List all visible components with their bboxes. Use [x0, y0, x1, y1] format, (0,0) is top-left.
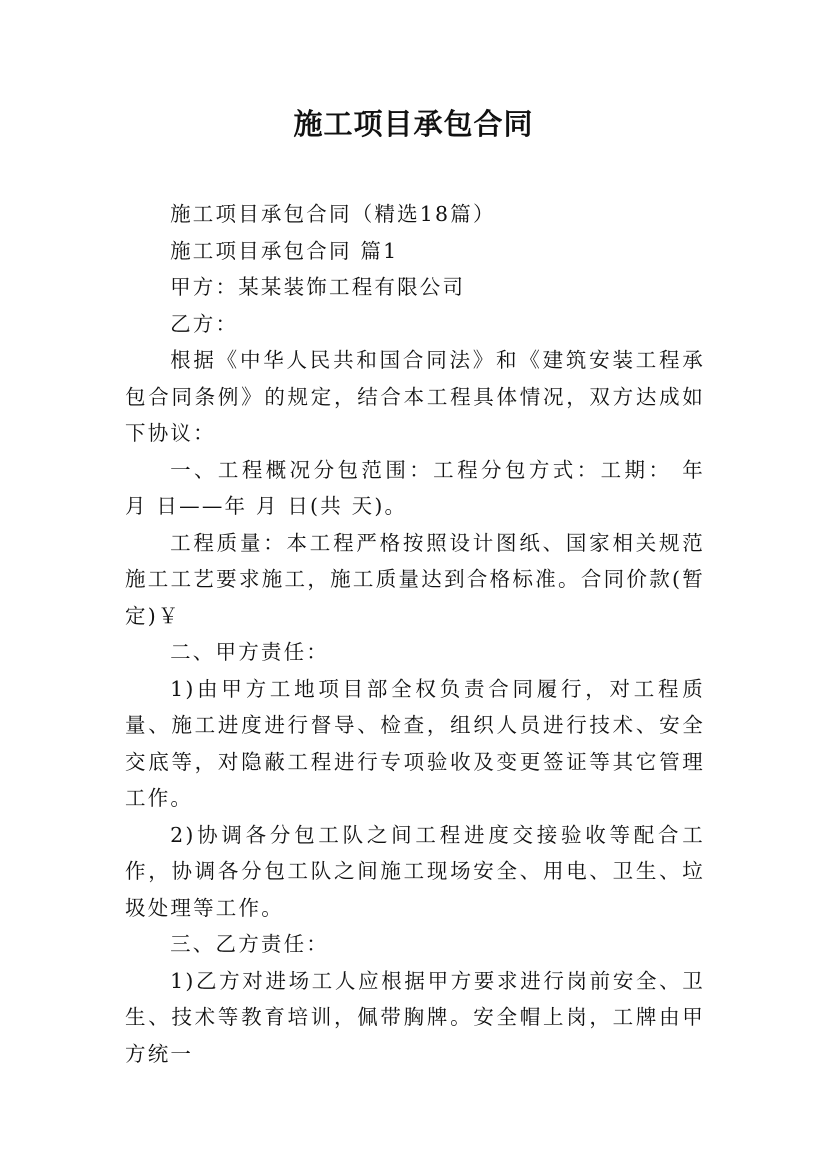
paragraph-preamble: 根据《中华人民共和国合同法》和《建筑安装工程承包合同条例》的规定，结合本工程具体情况，双方达成如下协议： [125, 348, 705, 445]
document-title: 施工项目承包合同 [293, 107, 534, 141]
paragraph-section-heading: 施工项目承包合同 篇1 [170, 238, 399, 263]
paragraph-project-quality: 工程质量：本工程严格按照设计图纸、国家相关规范施工工艺要求施工，施工质量达到合格标准。合同价款(暂定)￥ [125, 530, 705, 628]
paragraph-party-a: 甲方：某某装饰工程有限公司 [170, 275, 466, 299]
paragraph-project-overview: 一、工程概况分包范围：工程分包方式：工期： 年 月 日——年 月 日(共 天)。 [125, 457, 705, 518]
paragraph-subtitle: 施工项目承包合同（精选18篇） [170, 202, 496, 226]
paragraph-party-b-heading: 三、乙方责任： [170, 932, 329, 956]
paragraph-party-b-duty-1: 1)乙方对进场工人应根据甲方要求进行岗前安全、卫生、技术等教育培训，佩带胸牌。安全帽上岗，工牌由甲方统一 [125, 968, 705, 1066]
paragraph-party-a-heading: 二、甲方责任： [170, 640, 329, 664]
paragraph-party-a-duty-1: 1)由甲方工地项目部全权负责合同履行，对工程质量、施工进度进行督导、检查，组织人员进行技术、安全交底等，对隐蔽工程进行专项验收及变更签证等其它管理工作。 [125, 676, 705, 810]
paragraph-party-a-duty-2: 2)协调各分包工队之间工程进度交接验收等配合工作，协调各分包工队之间施工现场安全、用电、卫生、垃圾处理等工作。 [125, 822, 705, 920]
document-body [125, 196, 705, 1072]
paragraph-party-b: 乙方： [170, 311, 239, 336]
